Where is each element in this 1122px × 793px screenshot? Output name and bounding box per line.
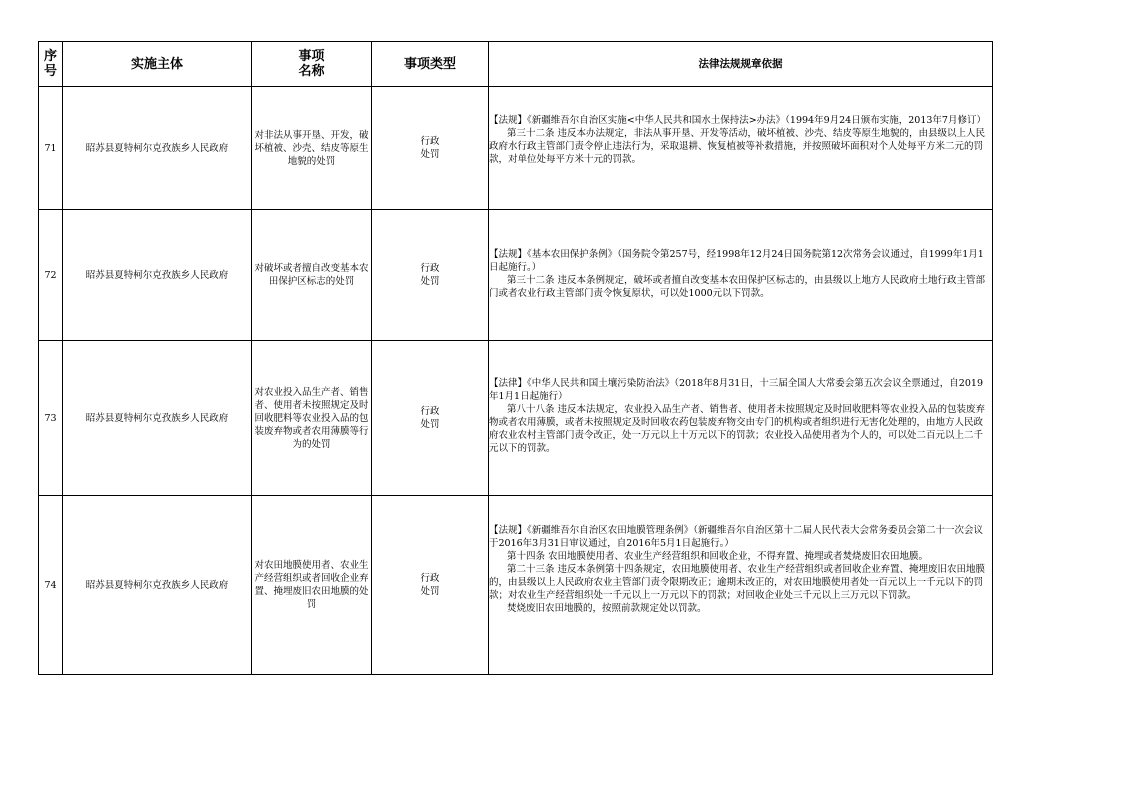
row-subject: 昭苏县夏特柯尔克孜族乡人民政府 [63, 87, 252, 210]
basis-article: 第三十二条 违反本条例规定，破坏或者擅自改变基本农田保护区标志的，由县级以上地方人民政府土地行政主管部门或者农业行政主管部门责令恢复原状，可以处1000元以下罚款。 [489, 275, 986, 299]
row-item-name: 对农业投入品生产者、销售者、使用者未按照规定及时回收肥料等农业投入品的包装废弃物或者农用薄膜等行为的处罚 [252, 341, 372, 496]
row-item-type: 行政 处罚 [372, 87, 489, 210]
table-row [39, 210, 993, 341]
row-seq: 71 [39, 87, 63, 210]
basis-article: 第二十三条 违反本条例第十四条规定，农田地膜使用者、农业生产经营组织或者回收企业弃置、掩埋废旧农田地膜的，由县级以上人民政府农业主管部门责令限期改正；逾期未改正的，对农田地膜使用者处一百元以上一千元以下的罚款；对农业生产经营组织处一千元以上一万元以下的罚款；对回收企业处三千元以上三万元以下罚款。 [489, 564, 986, 601]
header-item-type: 事项类型 [372, 42, 489, 87]
row-subject: 昭苏县夏特柯尔克孜族乡人民政府 [63, 210, 252, 341]
table-row [39, 341, 993, 496]
header-legal-basis: 法律法规规章依据 [489, 42, 993, 87]
row-seq: 73 [39, 341, 63, 496]
row-item-type: 行政 处罚 [372, 496, 489, 675]
header-subject: 实施主体 [63, 42, 252, 87]
row-item-type: 行政 处罚 [372, 210, 489, 341]
table-row [39, 496, 993, 675]
basis-source: 【法规】《基本农田保护条例》（国务院令第257号，经1998年12月24日国务院第12次常务会议通过，自1999年1月1日起施行。） [489, 249, 984, 273]
basis-article: 第十四条 农田地膜使用者、农业生产经营组织和回收企业，不得弃置、掩埋或者焚烧废旧农田地膜。 [507, 551, 929, 562]
row-seq: 72 [39, 210, 63, 341]
basis-article: 第三十二条 违反本办法规定，非法从事开垦、开发等活动，破坏植被、沙壳、结皮等原生地貌的，由县级以上人民政府水行政主管部门责令停止违法行为，采取退耕、恢复植被等补救措施，并按照破坏面积对个人处每平方米二元的罚款，对单位处每平方米十元的罚款。 [489, 128, 986, 165]
basis-source: 【法律】《中华人民共和国土壤污染防治法》（2018年8月31日，十三届全国人大常委会第五次会议全票通过，自2019年1月1日起施行） [489, 378, 983, 402]
basis-article: 第八十八条 违反本法规定，农业投入品生产者、销售者、使用者未按照规定及时回收肥料等农业投入品的包装废弃物或者农用薄膜，或者未按照规定及时回收农药包装废弃物交由专门的机构或者组织进行无害化处理的，由地方人民政府农业农村主管部门责令改正，处一万元以上十万元以下的罚款；农业投入品使用者为个人的，可以处二百元以上二千元以下的罚款。 [489, 404, 986, 454]
header-seq: 序 号 [39, 42, 63, 87]
table-row [39, 87, 993, 210]
row-legal-basis [489, 341, 993, 496]
row-legal-basis [489, 210, 993, 341]
basis-article: 焚烧废旧农田地膜的，按照前款规定处以罚款。 [507, 603, 707, 614]
row-subject: 昭苏县夏特柯尔克孜族乡人民政府 [63, 341, 252, 496]
enforcement-table [38, 41, 993, 675]
row-legal-basis [489, 87, 993, 210]
row-item-name: 对破坏或者擅自改变基本农田保护区标志的处罚 [252, 210, 372, 341]
basis-source: 【法规】《新疆维吾尔自治区实施<中华人民共和国水土保持法>办法》（1994年9月24日颁布实施，2013年7月修订） [489, 115, 986, 126]
row-item-name: 对农田地膜使用者、农业生产经营组织或者回收企业弃置、掩埋废旧农田地膜的处罚 [252, 496, 372, 675]
row-seq: 74 [39, 496, 63, 675]
row-item-type: 行政 处罚 [372, 341, 489, 496]
row-item-name: 对非法从事开垦、开发，破坏植被、沙壳、结皮等原生地貌的处罚 [252, 87, 372, 210]
header-row [39, 42, 993, 87]
row-legal-basis [489, 496, 993, 675]
basis-source: 【法规】《新疆维吾尔自治区农田地膜管理条例》（新疆维吾尔自治区第十二届人民代表大会常务委员会第二十一次会议于2016年3月31日审议通过，自2016年5月1日起施行。） [489, 525, 984, 549]
row-subject: 昭苏县夏特柯尔克孜族乡人民政府 [63, 496, 252, 675]
header-item-name: 事项 名称 [252, 42, 372, 87]
